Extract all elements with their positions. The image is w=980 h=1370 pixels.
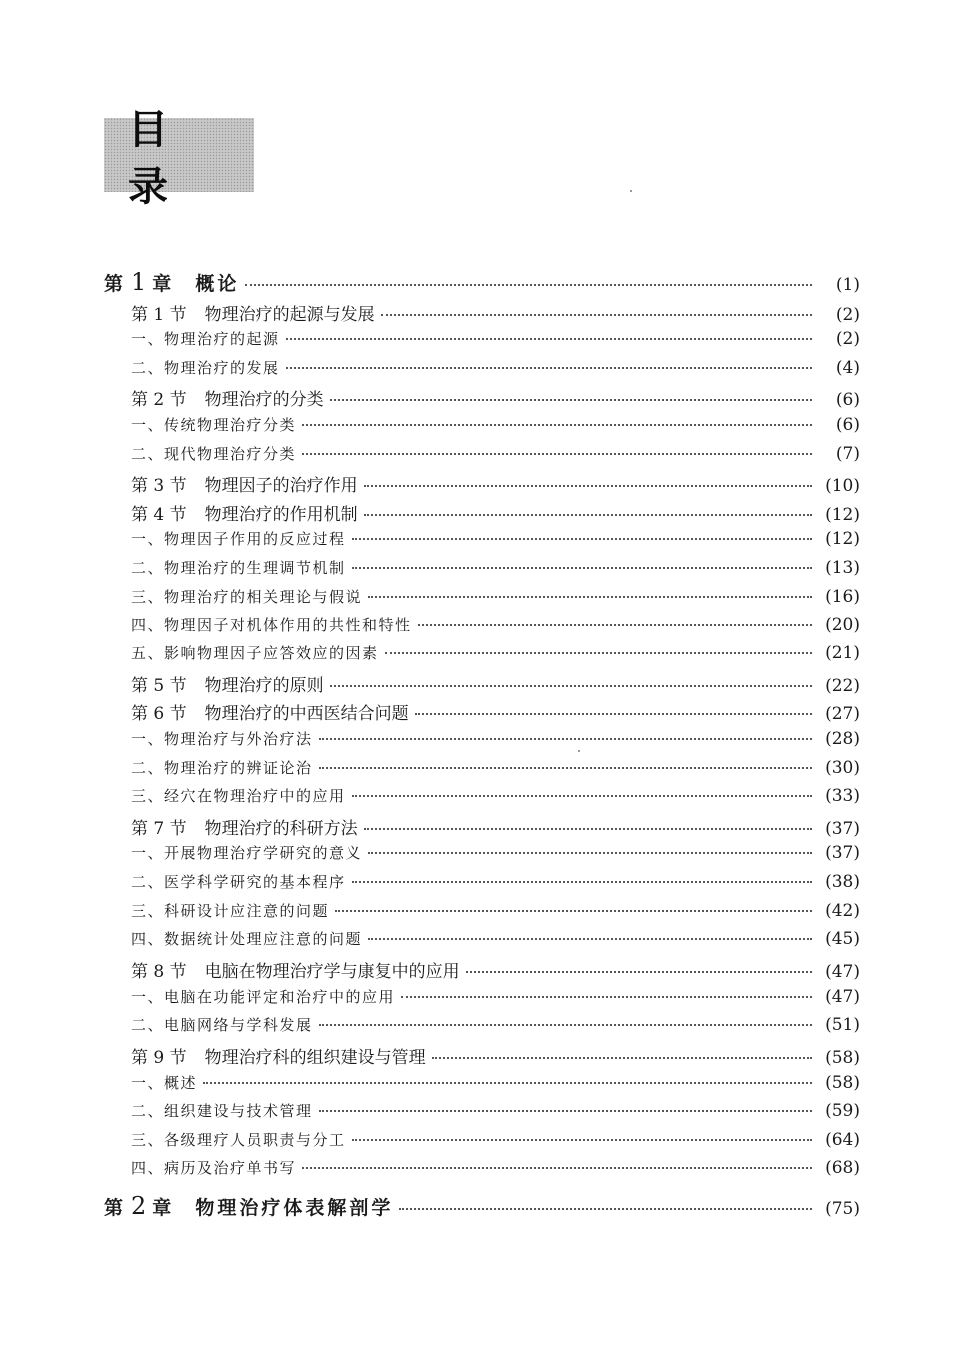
toc-subsection-entry bbox=[131, 757, 860, 778]
toc-subsection-entry bbox=[131, 871, 860, 892]
page-number: (45) bbox=[825, 929, 860, 949]
toc-subsection-entry bbox=[131, 443, 860, 464]
subsection-title: 二、医学科学研究的基本程序 bbox=[131, 873, 346, 891]
dot-leader bbox=[352, 881, 812, 883]
subsection-title: 一、概述 bbox=[131, 1074, 198, 1092]
page-number: (27) bbox=[825, 704, 860, 724]
subsection-title: 一、物理因子作用的反应过程 bbox=[131, 530, 346, 548]
dot-leader bbox=[302, 424, 812, 426]
section-title: 物理因子的治疗作用 bbox=[204, 476, 358, 496]
page-number: (6) bbox=[835, 390, 860, 410]
section-label: 第 2 节 bbox=[131, 390, 187, 410]
subsection-title: 一、物理治疗与外治疗法 bbox=[131, 730, 313, 748]
page-number: (21) bbox=[825, 643, 860, 663]
page-number: (2) bbox=[835, 305, 860, 325]
dot-leader bbox=[330, 685, 812, 687]
page-number: (42) bbox=[825, 901, 860, 921]
chapter-title: 物理治疗体表解剖学 bbox=[195, 1197, 394, 1219]
dot-leader bbox=[286, 338, 812, 340]
toc-section-entry bbox=[131, 814, 860, 839]
toc-subsection-entry bbox=[131, 557, 860, 578]
toc-subsection-entry bbox=[131, 900, 860, 921]
subsection-title: 二、物理治疗的发展 bbox=[131, 359, 280, 377]
subsection-title: 三、各级理疗人员职责与分工 bbox=[131, 1131, 346, 1149]
dot-leader bbox=[203, 1082, 812, 1084]
dot-leader bbox=[352, 567, 812, 569]
section-title: 物理治疗的起源与发展 bbox=[204, 305, 375, 325]
section-label: 第 4 节 bbox=[131, 505, 187, 525]
subsection-title: 四、物理因子对机体作用的共性和特性 bbox=[131, 616, 412, 634]
toc-subsection-entry bbox=[131, 328, 860, 349]
page-number: (75) bbox=[825, 1199, 860, 1219]
page-number: (1) bbox=[835, 275, 860, 295]
dot-leader bbox=[368, 852, 812, 854]
subsection-title: 四、数据统计处理应注意的问题 bbox=[131, 930, 363, 948]
chapter-number: 1 bbox=[131, 268, 147, 296]
toc-chapter-entry bbox=[104, 1192, 860, 1220]
dot-leader bbox=[319, 1024, 812, 1026]
toc-subsection-entry bbox=[131, 1100, 860, 1121]
toc-section-entry bbox=[131, 957, 860, 982]
toc-subsection-entry bbox=[131, 1072, 860, 1093]
dot-leader bbox=[364, 514, 812, 516]
subsection-title: 五、影响物理因子应答效应的因素 bbox=[131, 644, 379, 662]
section-title: 物理治疗的中西医结合问题 bbox=[204, 704, 409, 724]
page-number: (64) bbox=[825, 1130, 860, 1150]
dot-leader bbox=[352, 795, 812, 797]
dot-leader bbox=[432, 1057, 812, 1059]
section-title: 物理治疗的作用机制 bbox=[204, 505, 358, 525]
section-label: 第 7 节 bbox=[131, 819, 187, 839]
page-number: (58) bbox=[825, 1073, 860, 1093]
dot-leader bbox=[319, 1110, 812, 1112]
toc-section-entry bbox=[131, 1043, 860, 1068]
page-number: (12) bbox=[825, 505, 860, 525]
subsection-title: 一、开展物理治疗学研究的意义 bbox=[131, 844, 363, 862]
page-number: (47) bbox=[825, 962, 860, 982]
page-number: (28) bbox=[825, 729, 860, 749]
dot-leader bbox=[466, 971, 812, 973]
subsection-title: 二、物理治疗的辨证论治 bbox=[131, 759, 313, 777]
toc-section-entry bbox=[131, 671, 860, 696]
section-title: 电脑在物理治疗学与康复中的应用 bbox=[204, 962, 460, 982]
dot-leader bbox=[286, 367, 812, 369]
chapter-label-suffix: 章 bbox=[152, 273, 174, 295]
toc-subsection-entry bbox=[131, 528, 860, 549]
page-number: (4) bbox=[835, 358, 860, 378]
dot-leader bbox=[368, 938, 812, 940]
dot-leader bbox=[418, 624, 812, 626]
dot-leader bbox=[302, 453, 812, 455]
page-number: (37) bbox=[825, 843, 860, 863]
toc-subsection-entry bbox=[131, 586, 860, 607]
dot-leader bbox=[352, 538, 812, 540]
dot-leader bbox=[381, 314, 812, 316]
page-number: (59) bbox=[825, 1101, 860, 1121]
subsection-title: 一、传统物理治疗分类 bbox=[131, 416, 297, 434]
toc-subsection-entry bbox=[131, 357, 860, 378]
dot-leader bbox=[352, 1139, 812, 1141]
dot-leader bbox=[302, 1167, 812, 1169]
toc-section-entry bbox=[131, 471, 860, 496]
page-number: (2) bbox=[835, 329, 860, 349]
chapter-label-prefix: 第 bbox=[104, 1197, 126, 1219]
subsection-title: 一、物理治疗的起源 bbox=[131, 330, 280, 348]
page-number: (38) bbox=[825, 872, 860, 892]
dot-leader bbox=[415, 713, 812, 715]
dot-leader bbox=[401, 996, 812, 998]
toc-subsection-entry bbox=[131, 614, 860, 635]
section-label: 第 8 节 bbox=[131, 962, 187, 982]
page-number: (6) bbox=[835, 415, 860, 435]
dot-leader bbox=[364, 485, 812, 487]
toc-section-entry bbox=[131, 699, 860, 724]
toc-subsection-entry bbox=[131, 1014, 860, 1035]
page-number: (22) bbox=[825, 676, 860, 696]
toc-section-entry bbox=[131, 500, 860, 525]
dot-leader bbox=[330, 399, 812, 401]
dot-leader bbox=[385, 652, 812, 654]
page-number: (68) bbox=[825, 1158, 860, 1178]
page-number: (10) bbox=[825, 476, 860, 496]
toc-subsection-entry bbox=[131, 785, 860, 806]
dot-leader bbox=[364, 828, 812, 830]
chapter-label-prefix: 第 bbox=[104, 273, 126, 295]
page-number: (7) bbox=[835, 444, 860, 464]
chapter-title: 概论 bbox=[195, 273, 240, 295]
page-number: (37) bbox=[825, 819, 860, 839]
subsection-title: 二、物理治疗的生理调节机制 bbox=[131, 559, 346, 577]
toc-subsection-entry bbox=[131, 728, 860, 749]
toc-subsection-entry bbox=[131, 1129, 860, 1150]
page-number: (58) bbox=[825, 1048, 860, 1068]
page-number: (33) bbox=[825, 786, 860, 806]
subsection-title: 二、电脑网络与学科发展 bbox=[131, 1016, 313, 1034]
toc-subsection-entry bbox=[131, 842, 860, 863]
toc-subsection-entry bbox=[131, 986, 860, 1007]
toc-subsection-entry bbox=[131, 642, 860, 663]
section-title: 物理治疗科的组织建设与管理 bbox=[204, 1048, 426, 1068]
toc-title: 目 录 bbox=[128, 107, 192, 210]
toc-subsection-entry bbox=[131, 928, 860, 949]
dot-leader bbox=[399, 1208, 812, 1210]
chapter-number: 2 bbox=[131, 1192, 147, 1220]
section-label: 第 5 节 bbox=[131, 676, 187, 696]
page-number: (30) bbox=[825, 758, 860, 778]
toc-section-entry bbox=[131, 385, 860, 410]
subsection-title: 三、经穴在物理治疗中的应用 bbox=[131, 787, 346, 805]
section-label: 第 6 节 bbox=[131, 704, 187, 724]
scan-speck bbox=[630, 190, 632, 192]
dot-leader bbox=[319, 738, 812, 740]
section-title: 物理治疗的分类 bbox=[204, 390, 324, 410]
page-number: (20) bbox=[825, 615, 860, 635]
scan-speck bbox=[578, 750, 580, 752]
toc-chapter-entry bbox=[104, 268, 860, 296]
section-label: 第 1 节 bbox=[131, 305, 187, 325]
subsection-title: 一、电脑在功能评定和治疗中的应用 bbox=[131, 988, 396, 1006]
subsection-title: 三、物理治疗的相关理论与假说 bbox=[131, 588, 363, 606]
page-number: (12) bbox=[825, 529, 860, 549]
toc-title-box bbox=[104, 107, 254, 210]
toc-subsection-entry bbox=[131, 414, 860, 435]
toc-subsection-entry bbox=[131, 1157, 860, 1178]
subsection-title: 二、组织建设与技术管理 bbox=[131, 1102, 313, 1120]
subsection-title: 二、现代物理治疗分类 bbox=[131, 445, 297, 463]
page-number: (47) bbox=[825, 987, 860, 1007]
section-title: 物理治疗的科研方法 bbox=[204, 819, 358, 839]
subsection-title: 四、病历及治疗单书写 bbox=[131, 1159, 297, 1177]
subsection-title: 三、科研设计应注意的问题 bbox=[131, 902, 330, 920]
section-title: 物理治疗的原则 bbox=[204, 676, 324, 696]
page-number: (13) bbox=[825, 558, 860, 578]
page-number: (16) bbox=[825, 587, 860, 607]
dot-leader bbox=[335, 910, 812, 912]
section-label: 第 3 节 bbox=[131, 476, 187, 496]
section-label: 第 9 节 bbox=[131, 1048, 187, 1068]
dot-leader bbox=[368, 596, 812, 598]
dot-leader bbox=[245, 284, 812, 286]
dot-leader bbox=[319, 767, 812, 769]
chapter-label-suffix: 章 bbox=[152, 1197, 174, 1219]
page-number: (51) bbox=[825, 1015, 860, 1035]
toc-section-entry bbox=[131, 300, 860, 325]
